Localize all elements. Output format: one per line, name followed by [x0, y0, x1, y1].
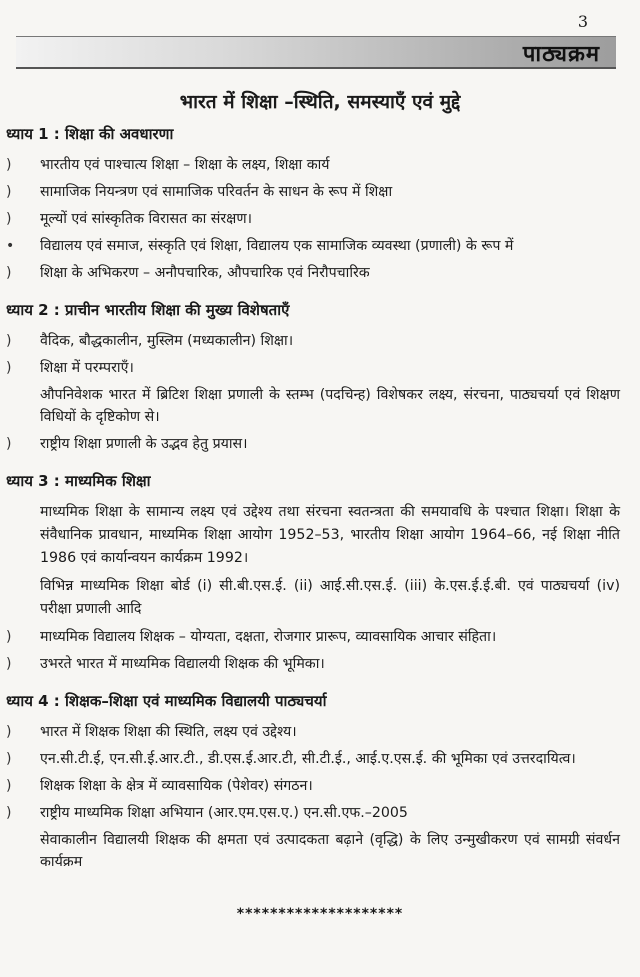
- list-item: [0, 262, 640, 284]
- list-item-text: शिक्षक शिक्षा के क्षेत्र में व्यावसायिक (पेशेवर) संगठन।: [40, 778, 313, 794]
- unit-4: [0, 691, 640, 873]
- syllabus-content: [0, 124, 640, 889]
- list-marker: ): [6, 724, 12, 740]
- list-item-text: विभिन्न माध्यमिक शिक्षा बोर्ड (i) सी.बी.एस.ई. (ii) आई.सी.एस.ई. (iii) के.एस.ई.ई.बी. एवं पाठ्यचर्या (iv) परीक्षा प्रणाली आदि: [40, 578, 620, 617]
- list-item: [0, 154, 640, 176]
- footer-stars: ********************: [236, 906, 404, 922]
- unit-heading: ध्याय 3 : माध्यमिक शिक्षा: [6, 472, 151, 490]
- list-item: [0, 829, 640, 873]
- list-item-text: मूल्यों एवं सांस्कृतिक विरासत का संरक्षण।: [40, 211, 252, 227]
- page-number: 3: [577, 12, 588, 31]
- list-marker: ): [6, 157, 12, 173]
- list-item-text: औपनिवेशक भारत में ब्रिटिश शिक्षा प्रणाली के स्तम्भ (पदचिन्ह) विशेषकर लक्ष्य, संरचना, पाठ्यचर्या एवं शिक्षण विधियों के दृष्टिकोण से।: [40, 387, 620, 425]
- list-item: [0, 575, 640, 621]
- list-item-text: माध्यमिक शिक्षा के सामान्य लक्ष्य एवं उद्देश्य तथा संरचना स्वतन्त्रता की समयावधि के पश्चात शिक्षा। शिक्षा के संवैधानिक प्रावधान, माध्यमिक शिक्षा आयोग 1952–53, भारतीय शिक्षा आयोग 1964–66, नई शिक्षा नीति 1986 एवं कार्यान्वयन कार्यक्रम 1992।: [40, 504, 620, 566]
- list-item: [0, 748, 640, 770]
- list-item-text: उभरते भारत में माध्यमिक विद्यालयी शिक्षक की भूमिका।: [40, 656, 325, 672]
- unit-3: [0, 471, 640, 675]
- list-item: [0, 433, 640, 455]
- list-item-text: विद्यालय एवं समाज, संस्कृति एवं शिक्षा, विद्यालय एक सामाजिक व्यवस्था (प्रणाली) के रूप में: [40, 238, 514, 254]
- list-item-text: वैदिक, बौद्धकालीन, मुस्लिम (मध्यकालीन) शिक्षा।: [40, 333, 294, 349]
- unit-heading: ध्याय 4 : शिक्षक–शिक्षा एवं माध्यमिक विद्यालयी पाठ्यचर्या: [6, 692, 327, 710]
- list-marker: ): [6, 629, 12, 645]
- list-item: [0, 235, 640, 257]
- list-marker: ): [6, 778, 12, 794]
- list-item: [0, 330, 640, 352]
- list-marker: ): [6, 184, 12, 200]
- list-item: [0, 626, 640, 648]
- banner-label: पाठ्यक्रम: [522, 42, 600, 67]
- list-marker: ): [6, 805, 12, 821]
- list-item-text: सेवाकालीन विद्यालयी शिक्षक की क्षमता एवं उत्पादकता बढ़ाने (वृद्धि) के लिए उन्मुखीकरण एवं सामग्री संवर्धन कार्यक्रम: [40, 832, 620, 870]
- unit-heading: ध्याय 2 : प्राचीन भारतीय शिक्षा की मुख्य विशेषताएँ: [6, 301, 290, 319]
- list-item-text: राष्ट्रीय माध्यमिक शिक्षा अभियान (आर.एम.एस.ए.) एन.सी.एफ.–2005: [40, 805, 408, 821]
- unit-heading: ध्याय 1 : शिक्षा की अवधारणा: [6, 125, 174, 143]
- list-item: [0, 802, 640, 824]
- list-item: [0, 384, 640, 428]
- list-item-text: माध्यमिक विद्यालय शिक्षक – योग्यता, दक्षता, रोजगार प्रारूप, व्यावसायिक आचार संहिता।: [40, 629, 497, 645]
- list-item: [0, 501, 640, 570]
- list-marker: ): [6, 265, 12, 281]
- list-item-text: राष्ट्रीय शिक्षा प्रणाली के उद्भव हेतु प्रयास।: [40, 436, 248, 452]
- list-marker: ): [6, 436, 12, 452]
- list-marker: ): [6, 360, 12, 376]
- syllabus-banner: [16, 36, 616, 69]
- list-item-text: सामाजिक नियन्त्रण एवं सामाजिक परिवर्तन के साधन के रूप में शिक्षा: [40, 184, 393, 200]
- list-item-text: भारतीय एवं पाश्चात्य शिक्षा – शिक्षा के लक्ष्य, शिक्षा कार्य: [40, 157, 330, 173]
- list-item-text: शिक्षा में परम्पराएँ।: [40, 360, 134, 376]
- unit-1: [0, 124, 640, 284]
- page-title: भारत में शिक्षा –स्थिति, समस्याएँ एवं मुद्दे: [179, 91, 461, 113]
- list-marker: ): [6, 211, 12, 227]
- unit-2: [0, 300, 640, 455]
- list-item-text: शिक्षा के अभिकरण – अनौपचारिक, औपचारिक एवं निरौपचारिक: [40, 265, 370, 281]
- list-marker: ): [6, 751, 12, 767]
- list-item: [0, 775, 640, 797]
- list-item: [0, 181, 640, 203]
- list-marker: ): [6, 656, 12, 672]
- list-item-text: भारत में शिक्षक शिक्षा की स्थिति, लक्ष्य एवं उद्देश्य।: [40, 724, 297, 740]
- list-item: [0, 357, 640, 379]
- list-item: [0, 208, 640, 230]
- list-marker: ): [6, 333, 12, 349]
- list-item-text: एन.सी.टी.ई, एन.सी.ई.आर.टी., डी.एस.ई.आर.टी, सी.टी.ई., आई.ए.एस.ई. की भूमिका एवं उत्तरदायित्व।: [40, 751, 576, 767]
- list-item: [0, 653, 640, 675]
- list-marker: •: [6, 238, 15, 254]
- list-item: [0, 721, 640, 743]
